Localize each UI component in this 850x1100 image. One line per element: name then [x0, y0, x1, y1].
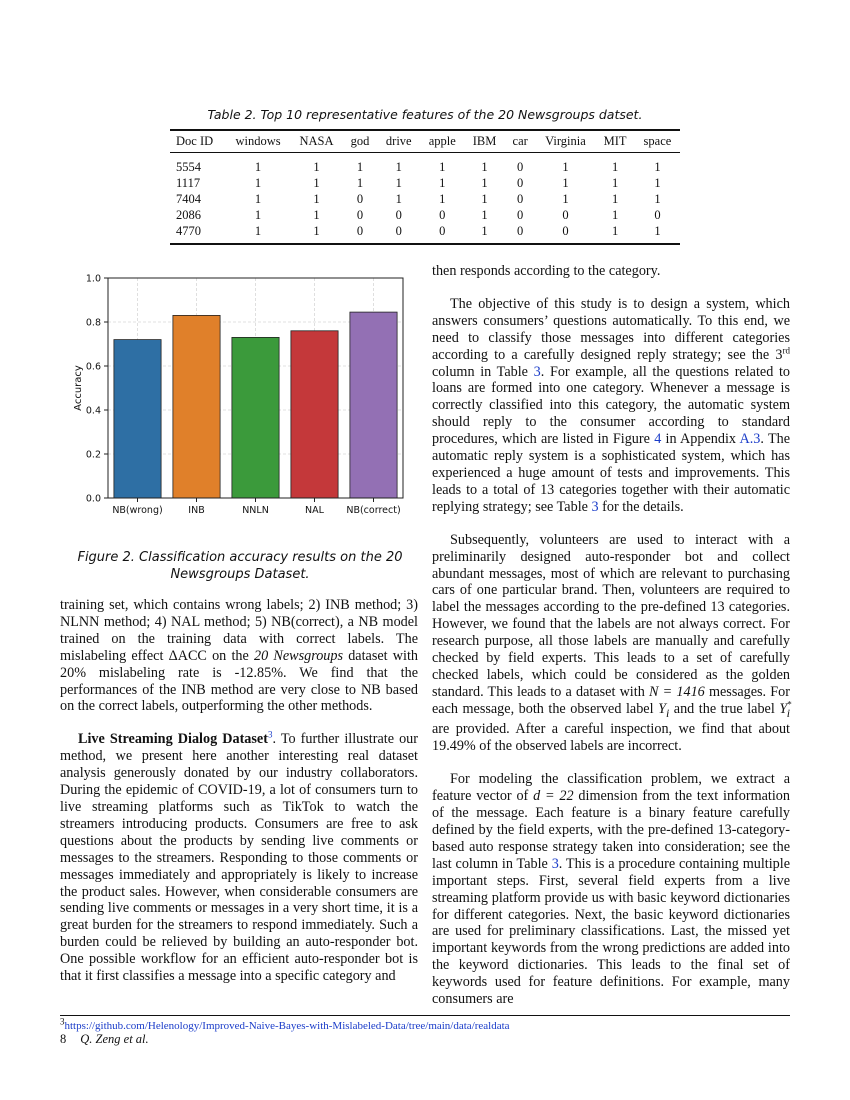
right-paragraph-1: then responds according to the category. [432, 263, 661, 279]
text-span: For modeling the classification problem, we extract a feature vector of [432, 771, 790, 805]
column-header: MIT [595, 130, 635, 153]
y-tick-label: 0.8 [85, 317, 101, 329]
text-span: are provided. After a careful inspection, we find that about 19.49% of the observed labels are incorrect. [432, 721, 790, 755]
table-cell: 1 [439, 160, 446, 174]
table-cell: 1 [654, 192, 661, 206]
figure-caption: Figure 2. Classification accuracy results on the 20 Newsgroups Dataset. [77, 550, 403, 582]
table-cell: 4770 [170, 223, 226, 244]
y-tick-label: 0.2 [85, 449, 101, 461]
y-tick-label: 1.0 [85, 273, 101, 285]
text-span: dataset with 20% mislabeling rate is -12.85%. We find that the performances of the INB method are very close to NB based on the correct labels, outperforming the other methods. [60, 647, 418, 715]
table-cell: 1 [313, 160, 320, 174]
y-tick-label: 0.0 [85, 493, 101, 505]
table-cell: 1 [254, 160, 262, 174]
left-paragraph-2 [60, 731, 418, 985]
figure-ref-link[interactable]: 4 [654, 431, 662, 448]
table-cell: 1 [635, 223, 680, 244]
table-cell: 1 [290, 223, 342, 244]
table-row [170, 175, 680, 191]
x-tick-label: INB [188, 505, 205, 516]
text-span: for the details. [598, 498, 684, 515]
table-cell: 0 [517, 208, 524, 222]
column-header: Doc ID [170, 130, 226, 153]
table-cell: 0 [420, 223, 464, 244]
text-span: . To further illustrate our method, we present here another interesting real dataset analysis generously donated by our industry collaborators. During the epidemic of COVID-19, a lot of consumers turn to live streaming platforms such as TikTok to watch the streamers introducing products. Consumers are free to ask questions about the products by sending live comments or messages to the streamers. Responding to those comments or messages immediately and appropriately is likely to increase the product sales. However, when considerable consumers are sending live comments or messages in a very short time, it is a great burden for the streamers to respond immediately. Such a burden could be relieved by building an auto-responder bot. One possible workflow for an efficient auto-responder bot is that it first classifies a message into a specific category and [60, 731, 418, 985]
text-span: in Appendix [661, 431, 740, 448]
table-cell: 1 [481, 192, 488, 206]
text-span: . This is a procedure containing multiple important steps. First, several field experts from a live streaming platform provide us with basic keyword dictionaries for different categories. Next, the basic keyword dictionaries are used for preliminary classifications. Last, the missed yet important keywords from the wrong predictions are added into the keyword dictionaries. This leads to the final set of keywords used for feature definitions. For example, many consumers are [432, 855, 790, 1008]
column-header: space [635, 130, 680, 153]
table-cell: 7404 [176, 192, 201, 206]
section-heading: Live Streaming Dialog Dataset [78, 731, 268, 748]
text-span: training set, which contains wrong labels; 2) INB method; 3) NLNN method; 4) NAL method; 5) NB(correct), a NB model trained on the training data with correct labels. The mislabeling effect ΔACC on the [60, 597, 418, 664]
appendix-ref-link[interactable]: A.3 [739, 431, 761, 448]
table-cell: 1 [356, 160, 364, 174]
x-tick-label: NB(wrong) [112, 505, 163, 516]
text-span: messages. For each message, both the observed label [432, 683, 790, 717]
table-cell: 1117 [176, 176, 201, 190]
text-span: . For example, all the questions related to loans are formed into one category. Whenever a message is correctly classified into this category, the automatic system should reply to the consumer according to standard procedures, which are listed in Figure [432, 363, 790, 448]
math-inline: N = 1416 [648, 683, 705, 700]
text-span: . The automatic reply system is a sophisticated system, which has experienced a huge amount of tests and improvements. This leads to a total of 13 categories together with their automatic replying strategy; see Table [432, 431, 791, 515]
table-cell: 1 [313, 192, 320, 206]
table-ref-link[interactable]: 3 [533, 363, 541, 380]
page-number: 8 [60, 1032, 67, 1046]
table-ref-link[interactable]: 3 [551, 855, 559, 872]
superscript: rd [782, 344, 790, 355]
table-cell: 0 [395, 208, 402, 222]
table-row [170, 223, 680, 244]
x-tick-label: NAL [305, 505, 324, 516]
table-ref-link[interactable]: 3 [591, 498, 599, 515]
table-cell: 0 [517, 192, 524, 206]
table-cell: 1 [595, 223, 635, 244]
bar-nnln [232, 337, 279, 498]
table-cell: 1 [481, 160, 488, 174]
table-cell: 1 [395, 176, 402, 190]
table-cell: 0 [517, 160, 524, 174]
bar-nb-correct- [350, 312, 397, 498]
page-footer [60, 1032, 149, 1047]
column-header: apple [420, 130, 464, 153]
y-tick-label: 0.4 [85, 405, 101, 417]
table-cell: 1 [439, 192, 446, 206]
right-paragraph-2 [432, 296, 790, 516]
bar-inb [173, 315, 220, 498]
x-tick-label: NNLN [242, 505, 269, 516]
table-header-row [170, 130, 680, 153]
table-cell: 0 [517, 176, 524, 190]
footnote [60, 1015, 790, 1032]
table-cell: 1 [562, 192, 569, 206]
table-cell: 1 [611, 208, 619, 222]
table-cell: 0 [654, 208, 661, 222]
table-cell: 1 [611, 176, 619, 190]
column-header: windows [226, 130, 291, 153]
right-paragraph-4 [432, 771, 790, 1008]
y-tick-label: 0.6 [85, 361, 101, 373]
column-header: god [343, 130, 378, 153]
table-cell: 0 [356, 192, 364, 206]
y-axis-label: Accuracy [73, 365, 84, 411]
accuracy-bar-chart [70, 270, 415, 520]
table-cell: 1 [611, 160, 619, 174]
table-cell: 2086 [176, 208, 201, 222]
table-row [170, 191, 680, 207]
table-row [170, 207, 680, 223]
table-cell: 1 [654, 176, 661, 190]
footnote-link[interactable]: https://github.com/Helenology/Improved-Naive-Bayes-with-Mislabeled-Data/tree/main/data/realdata [64, 1020, 510, 1032]
table-cell: 1 [395, 160, 402, 174]
table-cell: 1 [562, 160, 569, 174]
table-cell: 1 [356, 176, 364, 190]
table-caption: Table 2. Top 10 representative features of the 20 Newsgroups datset. [207, 107, 643, 122]
table-cell: 1 [481, 176, 488, 190]
table-cell: 1 [395, 192, 402, 206]
footnote-ref[interactable]: 3 [267, 729, 273, 740]
table-cell: 1 [254, 208, 262, 222]
table-cell: 0 [343, 223, 378, 244]
bar-nal [291, 331, 338, 498]
table-cell: 0 [505, 223, 536, 244]
table-cell: 5554 [176, 160, 201, 174]
math-subscript: i [786, 705, 791, 720]
bar-nb-wrong- [114, 340, 161, 498]
text-span: column in Table [432, 363, 534, 380]
column-header: NASA [290, 130, 342, 153]
features-table [170, 129, 680, 245]
text-span: The objective of this study is to design a system, which answers consumers’ questions automatically. To this end, we need to classify those messages into different categories according to a carefully designed reply strategy; see the 3 [432, 295, 790, 363]
column-header: Virginia [536, 130, 596, 153]
math-subscript: i [665, 705, 670, 720]
running-authors: Q. Zeng et al. [80, 1032, 149, 1046]
table-cell: 1 [254, 176, 262, 190]
table-cell: 1 [254, 192, 262, 206]
table-cell: 1 [654, 160, 661, 174]
table-cell: 1 [464, 223, 504, 244]
table-cell: 0 [356, 208, 364, 222]
column-header: IBM [464, 130, 504, 153]
table-cell: 1 [439, 176, 446, 190]
math-inline: Y [658, 700, 666, 717]
column-header: car [505, 130, 536, 153]
column-header: drive [377, 130, 420, 153]
table-cell: 1 [226, 223, 291, 244]
table-cell: 0 [562, 208, 569, 222]
math-superscript: * [787, 699, 792, 710]
table-cell: 1 [313, 208, 320, 222]
left-column [60, 597, 418, 985]
table-cell: 1 [481, 208, 488, 222]
x-tick-label: NB(correct) [346, 505, 401, 516]
text-span: dimension from the text information of the message. Each feature is a binary feature carefully defined by the field experts, with the pre-defined 13-category-based auto response strategy taken into consideration; see the last column in Table [432, 788, 790, 872]
math-inline: d = 22 [533, 788, 574, 805]
table-cell: 0 [439, 208, 446, 222]
text-span: and the true label [669, 700, 780, 717]
right-paragraph-3 [432, 532, 790, 756]
table-body [170, 153, 680, 245]
table-cell: 1 [562, 176, 569, 190]
table-cell: 1 [611, 192, 619, 206]
text-span: Subsequently, volunteers are used to interact with a preliminarily designed auto-responder bot and collect abundant messages, most of which are relevant to purchasing cars of one particular brand. Then, volunteers are required to label the messages according to the pre-defined 13 categories. However, we found that the labels are not always correct. For research purpose, all those labels are manually and carefully checked by field experts. This leads to a set of carefully checked labels, which could be considered as the golden standard. This leads to a dataset with [432, 531, 790, 700]
left-paragraph-1 [60, 597, 418, 715]
table-cell: 0 [536, 223, 596, 244]
math-inline: Y [779, 700, 788, 717]
table-row [170, 153, 680, 176]
right-column [432, 263, 790, 1008]
table-cell: 0 [377, 223, 420, 244]
footnote-mark: 3 [60, 1016, 65, 1027]
dataset-name: 20 Newsgroups [253, 647, 343, 664]
table-cell: 1 [313, 176, 320, 190]
